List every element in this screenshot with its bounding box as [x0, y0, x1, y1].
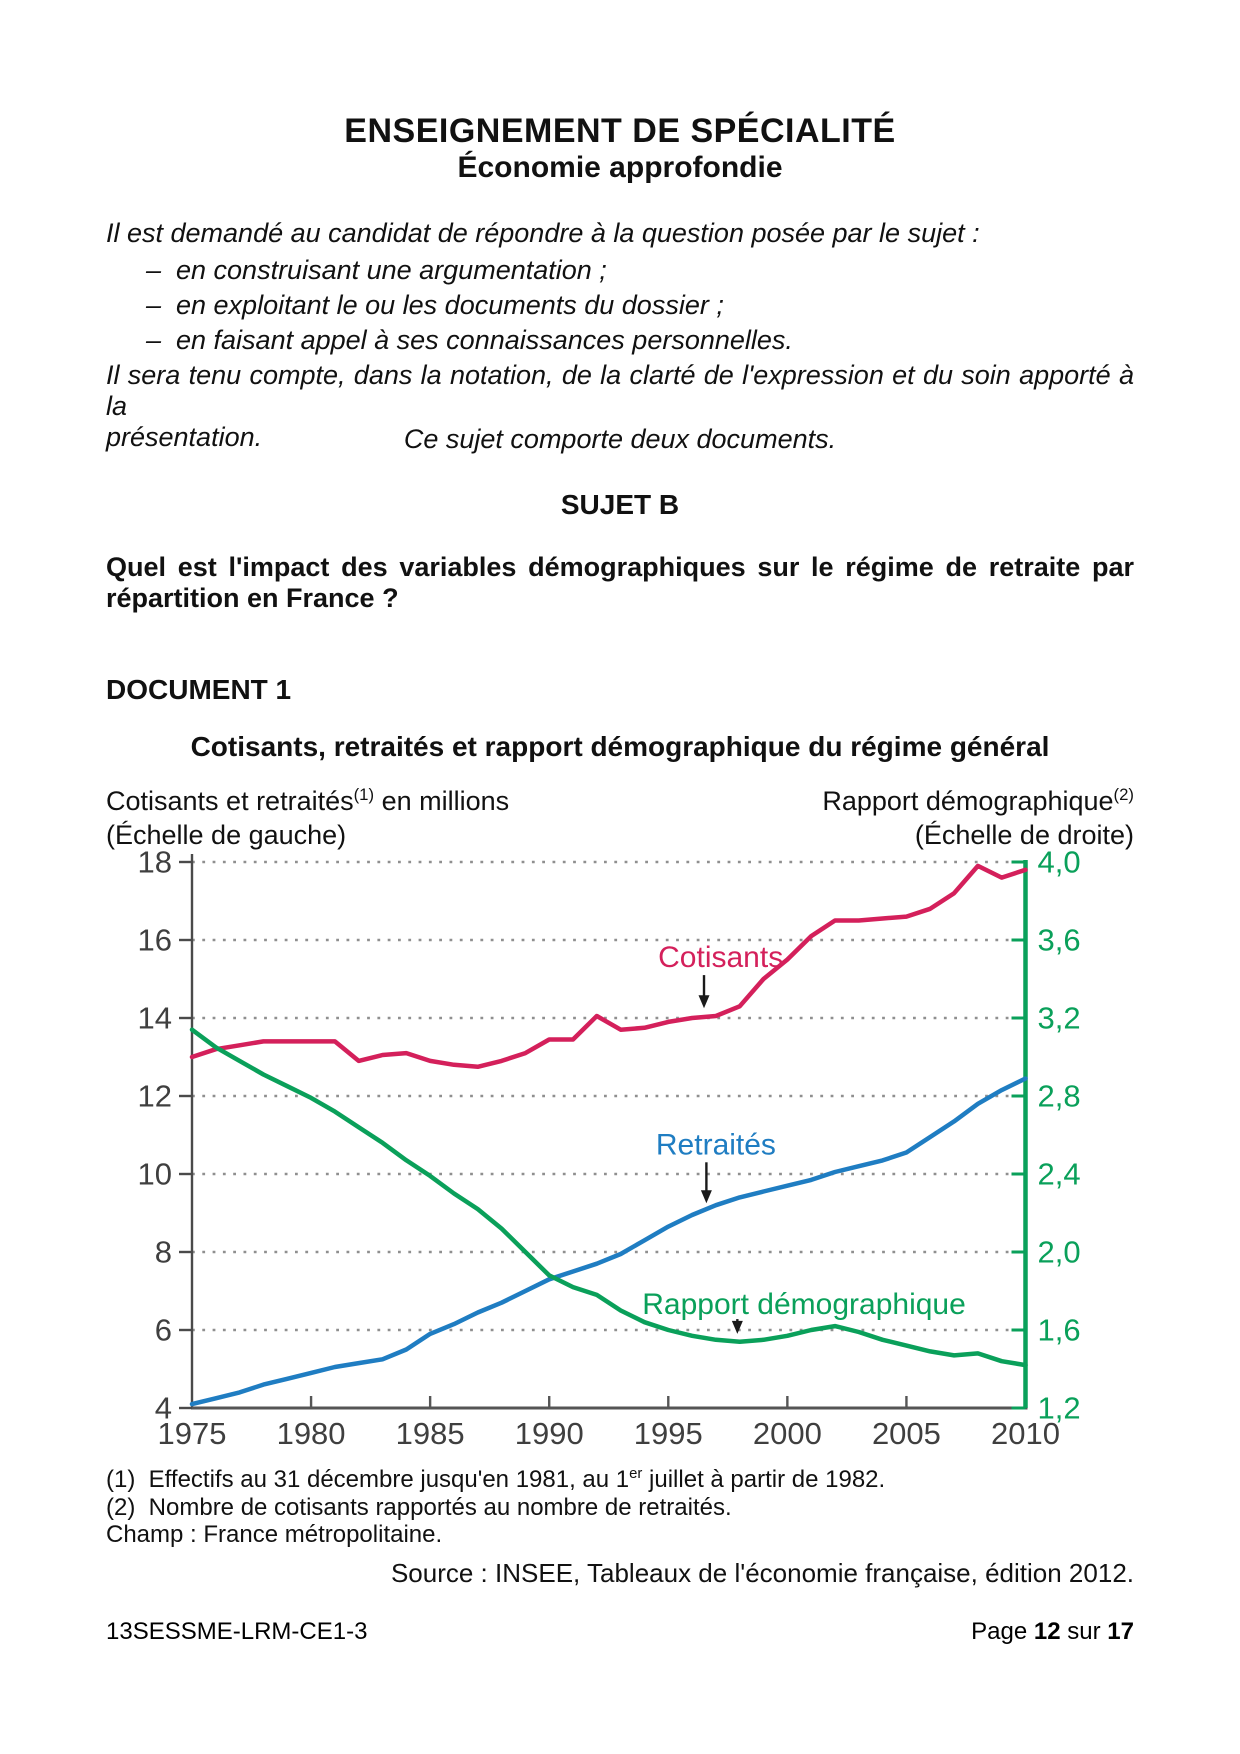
- series-label-2: Rapport démographique: [642, 1288, 966, 1322]
- series-line-1: [192, 1079, 1026, 1405]
- right-tick-label-7: 1,2: [1037, 1390, 1081, 1426]
- left-axis-caption-line2: (Échelle de gauche): [106, 820, 347, 850]
- right-axis-caption-line2: (Échelle de droite): [914, 820, 1134, 850]
- annotation-arrowhead-1: [701, 1190, 712, 1203]
- footer-code: 13SESSME-LRM-CE1-3: [106, 1618, 368, 1645]
- question-line2: répartition en France ?: [106, 583, 399, 613]
- list-item-text: en exploitant le ou les documents du dossier ;: [176, 290, 724, 320]
- left-axis-caption: [106, 786, 509, 817]
- subject-label: SUJET B: [560, 489, 680, 520]
- right-tick-label-3: 2,8: [1037, 1078, 1081, 1114]
- annotation-arrowhead-2: [732, 1321, 743, 1334]
- footnote-ref-2: (2): [1113, 785, 1134, 804]
- footnote-champ: Champ : France métropolitaine.: [106, 1521, 443, 1548]
- right-tick-label-1: 3,6: [1037, 922, 1081, 958]
- footer-page-total: 17: [1107, 1618, 1134, 1645]
- dash-bullet: –: [146, 255, 162, 285]
- footer-page: [971, 1618, 1134, 1646]
- x-tick-label-1995: 1995: [633, 1416, 703, 1451]
- x-tick-label-2000: 2000: [752, 1416, 822, 1451]
- left-tick-label-10: 10: [137, 1156, 172, 1192]
- source-line: Source : INSEE, Tableaux de l'économie française, édition 2012.: [390, 1558, 1134, 1588]
- right-axis-caption-text: Rapport démographique: [822, 786, 1114, 816]
- left-tick-label-16: 16: [137, 922, 172, 958]
- series-label-0: Cotisants: [658, 941, 784, 975]
- x-tick-label-1990: 1990: [514, 1416, 584, 1451]
- documents-count-note: Ce sujet comporte deux documents.: [403, 424, 837, 454]
- footnote-1-sup: er: [629, 1466, 643, 1482]
- x-tick-label-1980: 1980: [276, 1416, 346, 1451]
- x-tick-label-1975: 1975: [157, 1416, 227, 1451]
- notation-note-line2: présentation.: [106, 422, 263, 452]
- left-tick-label-4: 4: [154, 1390, 172, 1426]
- right-axis-caption: [822, 786, 1134, 817]
- left-tick-label-12: 12: [137, 1078, 172, 1114]
- notation-note-line1: Il sera tenu compte, dans la notation, de la clarté de l'expression et du soin apporté à la: [106, 360, 1134, 421]
- footer-sur-word: sur: [1067, 1618, 1101, 1645]
- dash-bullet: –: [146, 290, 162, 320]
- subject-question: [106, 552, 1134, 614]
- left-axis-caption-unit: en millions: [374, 786, 510, 816]
- footnote-2: (2) Nombre de cotisants rapportés au nombre de retraités.: [106, 1494, 732, 1521]
- footer-page-word: Page: [971, 1618, 1028, 1645]
- series-label-1: Retraités: [655, 1128, 776, 1162]
- left-tick-label-18: 18: [137, 844, 172, 880]
- line-chart: [100, 836, 1140, 1476]
- left-axis-caption-text: Cotisants et retraités: [106, 786, 354, 816]
- right-tick-label-6: 1,6: [1037, 1312, 1081, 1348]
- left-tick-label-8: 8: [154, 1234, 172, 1270]
- right-tick-label-4: 2,4: [1037, 1156, 1081, 1192]
- chart-title: Cotisants, retraités et rapport démographique du régime général: [190, 731, 1050, 762]
- annotation-arrowhead-0: [699, 995, 710, 1008]
- list-item-text: en construisant une argumentation ;: [176, 255, 607, 285]
- x-tick-label-1985: 1985: [395, 1416, 465, 1451]
- document-label: DOCUMENT 1: [106, 674, 292, 705]
- question-line1: Quel est l'impact des variables démographiques sur le régime de retraite par: [106, 552, 1134, 582]
- dash-bullet: –: [146, 325, 162, 355]
- page-subtitle: Économie approfondie: [457, 151, 783, 184]
- left-tick-label-6: 6: [154, 1312, 172, 1348]
- footnote-1-text-end: juillet à partir de 1982.: [642, 1466, 886, 1493]
- instructions-intro: Il est demandé au candidat de répondre à la question posée par le sujet :: [106, 218, 980, 248]
- page-title: ENSEIGNEMENT DE SPÉCIALITÉ: [344, 112, 896, 150]
- footnote-ref-1: (1): [353, 785, 375, 804]
- x-tick-label-2010: 2010: [991, 1416, 1060, 1451]
- list-item-text: en faisant appel à ses connaissances personnelles.: [176, 325, 793, 355]
- right-tick-label-5: 2,0: [1037, 1234, 1081, 1270]
- footnote-1: [106, 1466, 885, 1494]
- x-tick-label-2005: 2005: [871, 1416, 941, 1451]
- footnote-1-text: (1) Effectifs au 31 décembre jusqu'en 1981, au 1: [106, 1466, 630, 1493]
- right-tick-label-0: 4,0: [1037, 844, 1081, 880]
- series-line-0: [192, 866, 1026, 1067]
- left-tick-label-14: 14: [137, 1000, 172, 1036]
- right-tick-label-2: 3,2: [1037, 1000, 1081, 1036]
- footer-page-number: 12: [1033, 1618, 1061, 1645]
